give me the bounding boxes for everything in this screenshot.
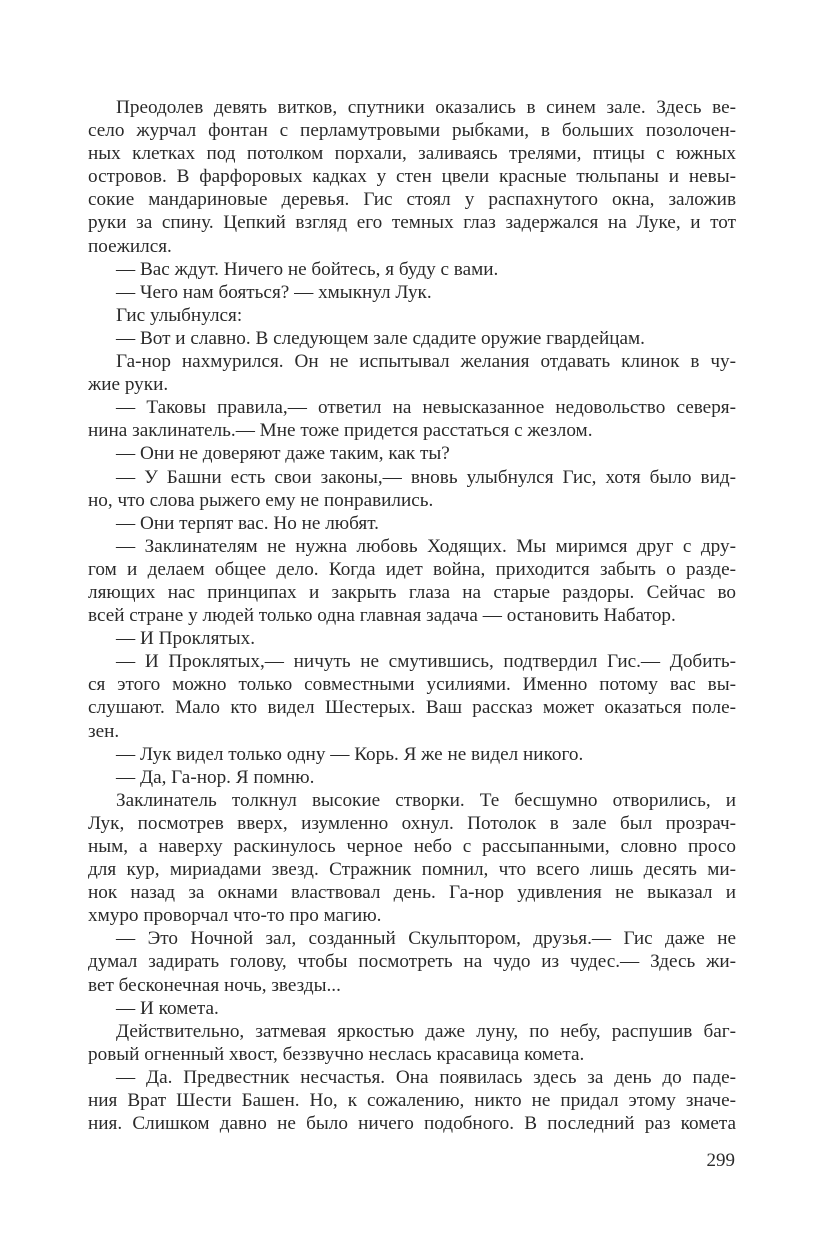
text-line: Действительно, затмевая яркостью даже луну, по небу, распушив баг- — [116, 1020, 736, 1042]
text-line: ляющих нас принципах и закрыть глаза на старые раздоры. Сейчас во — [88, 581, 736, 603]
text-line: ровый огненный хвост, беззвучно неслась красавица комета. — [88, 1043, 585, 1065]
text-line: поежился. — [88, 235, 172, 257]
text-line: жие руки. — [88, 374, 169, 396]
text-line: нина заклинатель.— Мне тоже придется расстаться с жезлом. — [88, 420, 593, 442]
text-line: — Вот и славно. В следующем зале сдадите оружие гвардейцам. — [116, 327, 645, 349]
text-line: — Лук видел только одну — Корь. Я же не видел никого. — [116, 743, 584, 765]
text-line: — И Проклятых. — [116, 628, 256, 650]
text-line: Преодолев девять витков, спутники оказались в синем зале. Здесь ве- — [116, 97, 736, 118]
text-line: думал задирать голову, чтобы посмотреть на чудо из чудес.— Здесь жи- — [88, 951, 736, 973]
text-line: ных клетках под потолком порхали, заливаясь трелями, птицы с южных — [88, 143, 736, 165]
text-line: — Вас ждут. Ничего не бойтесь, я буду с вами. — [116, 258, 499, 280]
text-line: зен. — [88, 720, 120, 742]
text-line: руки за спину. Цепкий взгляд его темных глаз задержался на Луке, и тот — [88, 212, 736, 234]
text-line: Га-нор нахмурился. Он не испытывал желания отдавать клинок в чу- — [116, 351, 736, 373]
text-line: для кур, мириадами звезд. Стражник помнил, что всего лишь десять ми- — [88, 859, 736, 881]
text-line: ся этого можно только совместными усилиями. Именно потому вас вы- — [88, 674, 736, 696]
text-line: нок назад за окнами властвовал день. Га-нор удивления не выказал и — [88, 882, 736, 904]
text-line: село журчал фонтан с перламутровыми рыбками, в больших позолочен- — [88, 120, 736, 142]
text-line: Лук, посмотрев вверх, изумленно охнул. Потолок в зале был прозрач- — [88, 812, 736, 834]
text-line: ния. Слишком давно не было ничего подобного. В последний раз комета — [88, 1113, 736, 1135]
page-number: 299 — [706, 1150, 735, 1171]
text-line: гом и делаем общее дело. Когда идет война, приходится забыть о разде- — [88, 558, 736, 580]
text-line: ния Врат Шести Башен. Но, к сожалению, никто не придал этому значе- — [88, 1090, 736, 1112]
text-line: но, что слова рыжего ему не понравились. — [88, 489, 434, 511]
book-page-text — [88, 96, 736, 1135]
text-line: — Они не доверяют даже таким, как ты? — [116, 443, 450, 465]
text-line: Заклинатель толкнул высокие створки. Те бесшумно отворились, и — [116, 789, 736, 811]
text-line: — Чего нам бояться? — хмыкнул Лук. — [116, 281, 432, 303]
text-line: ным, а наверху раскинулось черное небо с рассыпанными, словно просо — [88, 836, 736, 857]
text-line: хмуро проворчал что-то про магию. — [88, 905, 382, 927]
text-line: Гис улыбнулся: — [116, 304, 243, 326]
text-line: островов. В фарфоровых кадках у стен цвели красные тюльпаны и невы- — [88, 166, 736, 188]
text-line: вет бесконечная ночь, звезды... — [88, 974, 341, 996]
text-line: — Да. Предвестник несчастья. Она появилась здесь за день до паде- — [116, 1066, 736, 1088]
text-line: слушают. Мало кто видел Шестерых. Ваш рассказ может оказаться поле- — [88, 697, 736, 719]
text-line: — Это Ночной зал, созданный Скульптором, друзья.— Гис даже не — [116, 928, 736, 950]
text-line: всей стране у людей только одна главная задача — остановить Набатор. — [88, 605, 676, 627]
text-line: — У Башни есть свои законы,— вновь улыбнулся Гис, хотя было вид- — [116, 466, 736, 488]
text-line: — Они терпят вас. Но не любят. — [116, 512, 379, 534]
text-line: — И комета. — [116, 997, 219, 1019]
text-line: — И Проклятых,— ничуть не смутившись, подтвердил Гис.— Добить- — [116, 651, 736, 673]
text-line: сокие мандариновые деревья. Гис стоял у распахнутого окна, заложив — [88, 189, 736, 211]
text-line: — Да, Га-нор. Я помню. — [116, 766, 315, 788]
text-line: — Заклинателям не нужна любовь Ходящих. Мы миримся друг с дру- — [116, 535, 736, 557]
text-line: — Таковы правила,— ответил на невысказанное недовольство северя- — [116, 397, 736, 419]
